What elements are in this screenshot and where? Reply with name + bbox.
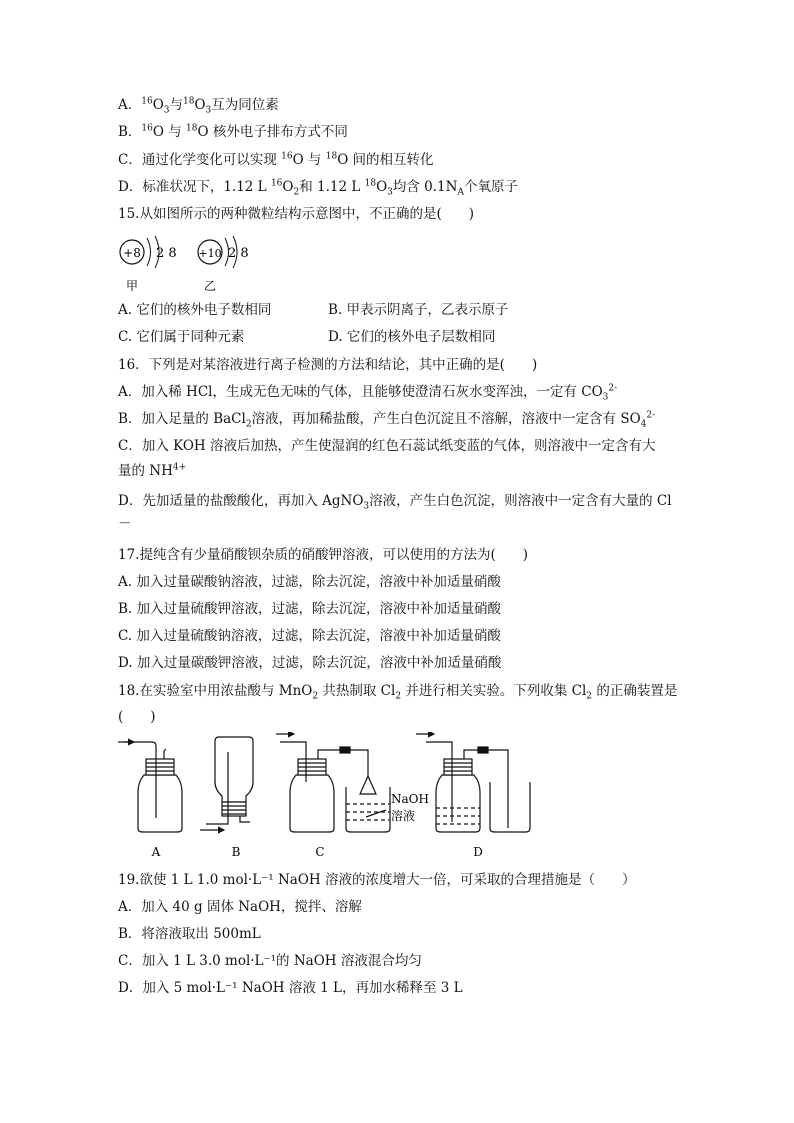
q16-option-c-line2: 量的 $NH^{4+}$ (118, 462, 187, 479)
q16-option-a: A．加入稀 HCl，生成无色无味的气体，且能够使澄清石灰水变浑浊，一定有 $CO_3^{2-}$ (118, 383, 618, 403)
svg-text:2 8: 2 8 (156, 246, 177, 261)
q19-stem: 19.欲使 1 L 1.0 mol·L⁻¹ NaOH 溶液的浓度增大一倍，可采取的合理措施是（ ） (118, 872, 636, 888)
atom-structure-figure (112, 234, 262, 296)
q16-option-b: B．加入足量的 BaCl$_2$溶液，再加稀盐酸，产生白色沉淀且不溶解，溶液中一定含有 $SO_4^{2-}$ (118, 410, 656, 430)
q19-option-c: C．加入 1 L 3.0 mol·L⁻¹的 NaOH 溶液混合均匀 (118, 953, 422, 969)
svg-text:+8: +8 (123, 246, 141, 260)
q17-option-d: D. 加入过量碳酸钾溶液，过滤，除去沉淀，溶液中补加适量硝酸 (118, 655, 502, 671)
q15-option-a: A. 它们的核外电子数相同 (118, 302, 272, 318)
q19-option-b: B．将溶液取出 500mL (118, 926, 261, 942)
apparatus-a (118, 742, 182, 832)
q19-option-a: A．加入 40 g 固体 NaOH，搅拌、溶解 (118, 899, 362, 915)
svg-text:D: D (473, 845, 483, 859)
q16-option-c-line1: C．加入 KOH 溶液后加热，产生使湿润的红色石蕊试纸变蓝的气体，则溶液中一定含有大 (118, 438, 656, 454)
svg-text:+10: +10 (198, 247, 222, 260)
q19-option-d: D．加入 5 mol·L⁻¹ NaOH 溶液 1 L，再加水稀释至 3 L (118, 980, 463, 996)
particle-yi-diagram (198, 236, 249, 293)
q14-option-d: D．标准状况下，1.12 L $^{16}O_2$和 1.12 L $^{18}O_3$均含 $0.1N_A$个氧原子 (118, 178, 518, 198)
gas-collection-apparatus-figure (116, 732, 536, 862)
q15-option-b: B. 甲表示阴离子，乙表示原子 (328, 302, 509, 318)
q18-stem-paren: ( ) (118, 709, 156, 725)
q17-option-a: A. 加入过量碳酸钠溶液，过滤，除去沉淀，溶液中补加适量硝酸 (118, 574, 501, 590)
svg-text:C: C (315, 845, 325, 859)
q14-option-b: B．$^{16}$O 与 $^{18}$O 核外电子排布方式不同 (118, 123, 348, 140)
q16-option-d-line2: － (118, 516, 132, 532)
q17-stem: 17.提纯含有少量硝酸钡杂质的硝酸钾溶液，可以使用的方法为( ) (118, 547, 529, 563)
svg-text:乙: 乙 (204, 279, 217, 293)
q15-option-c: C. 它们属于同种元素 (118, 329, 245, 345)
q14-option-a: A．$^{16}O_3$与$^{18}O_3$互为同位素 (118, 96, 279, 116)
svg-text:A: A (151, 845, 161, 859)
apparatus-d (416, 734, 530, 832)
svg-text:B: B (231, 845, 241, 859)
q16-stem: 16．下列是对某溶液进行离子检测的方法和结论，其中正确的是( ) (118, 357, 538, 373)
q17-option-b: B. 加入过量硫酸钾溶液，过滤，除去沉淀，溶液中补加适量硝酸 (118, 601, 502, 617)
apparatus-b (200, 737, 253, 830)
svg-text:甲: 甲 (126, 279, 139, 293)
q18-stem: 18.在实验室中用浓盐酸与 MnO$_2$ 共热制取 $Cl_2$ 并进行相关实验。下列收集 $Cl_2$ 的正确装置是 (118, 683, 678, 702)
apparatus-c (276, 734, 390, 832)
q14-option-c: C．通过化学变化可以实现 $^{16}$O 与 $^{18}$O 间的相互转化 (118, 151, 434, 168)
svg-text:2 8: 2 8 (228, 246, 249, 261)
q17-option-c: C. 加入过量硫酸钠溶液，过滤，除去沉淀，溶液中补加适量硝酸 (118, 628, 501, 644)
particle-jia-diagram (120, 236, 177, 293)
q15-option-d: D. 它们的核外电子层数相同 (328, 329, 496, 345)
svg-text:NaOH: NaOH (391, 792, 429, 806)
q15-stem: 15.从如图所示的两种微粒结构示意图中，不正确的是( ) (118, 206, 475, 222)
q16-option-d-line1: D．先加适量的盐酸酸化，再加入 AgNO$_3$溶液，产生白色沉淀，则溶液中一定含有大量的 Cl (118, 493, 672, 512)
svg-text:溶液: 溶液 (391, 809, 416, 823)
